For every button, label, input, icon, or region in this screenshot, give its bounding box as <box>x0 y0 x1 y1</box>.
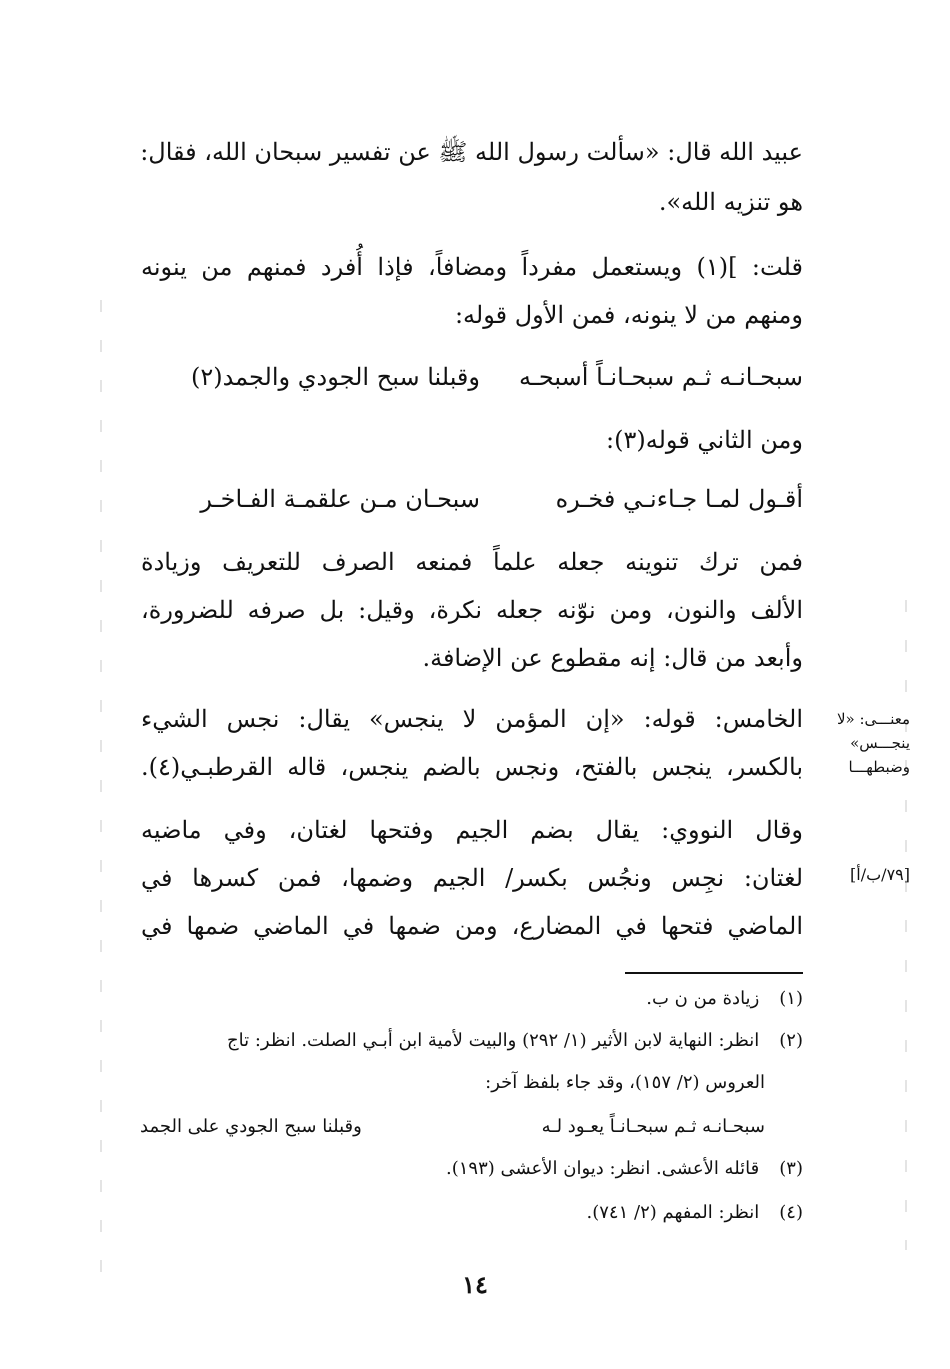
verse-2-second-hemistich: سبحـان مـن علقمـة الفـاخـر <box>200 485 480 513</box>
footnote-2-verse-first-hemistich: سبحـانـه ثـم سبحـانـاً يعـود لـه <box>541 1116 765 1137</box>
verse-1-second-hemistich: وقبلنا سبح الجودي والجمد(٢) <box>190 363 480 391</box>
footnote-separator <box>625 972 803 974</box>
verse-1-first-hemistich: سبحـانـه ثـم سبحـانـاً أسبحـه <box>519 363 803 391</box>
body-line-4: ومنهم من لا ينونه، فمن الأول قوله: <box>454 301 803 329</box>
footnote-3-number: (٣) <box>779 1158 803 1179</box>
footnote-2-number: (٢) <box>779 1030 803 1051</box>
footnote-2 <box>227 1027 803 1055</box>
footnote-4-text: انظر: المفهم (٢/ ٧٤١). <box>586 1202 760 1223</box>
footnote-1-text: زيادة من ن ب. <box>646 988 760 1009</box>
scan-speckle-left <box>100 300 102 1300</box>
body-line-6: فمن ترك تنوينه جعله علماً فمنعه الصرف للتعريف وزيادة <box>141 548 803 576</box>
margin-note-line-1: معنـــى: «لا <box>836 710 910 728</box>
body-line-8: وأبعد من قال: إنه مقطوع عن الإضافة. <box>422 644 803 672</box>
page-number: ١٤ <box>462 1270 488 1299</box>
footnote-1 <box>646 985 803 1013</box>
footnote-4-number: (٤) <box>779 1202 803 1223</box>
body-line-9: الخامس: قوله: «إن المؤمن لا ينجس» يقال: نجس الشيء <box>141 705 803 733</box>
body-line-10: بالكسر، ينجس بالفتح، ونجس بالضم ينجس، قاله القرطبـي(٤). <box>141 753 803 781</box>
body-line-1: عبيد الله قال: «سألت رسول الله ﷺ عن تفسير سبحان الله، فقال: <box>140 138 803 166</box>
body-line-13: الماضي فتحها في المضارع، ومن ضمها في الماضي ضمها في <box>141 912 803 940</box>
footnote-3 <box>446 1155 803 1183</box>
body-line-3: قلت: ](١) ويستعمل مفرداً ومضافاً، فإذا أُفرد فمنهم من ينونه <box>141 253 803 281</box>
scan-speckle-right <box>905 600 907 1250</box>
footnote-1-number: (١) <box>779 988 803 1009</box>
margin-note-line-2: ينجـــس» <box>850 734 910 752</box>
body-line-7: الألف والنون، ومن نوّنه جعله نكرة، وقيل: بل صرفه للضرورة، <box>141 596 803 624</box>
folio-marker: [٧٩/ب/أ] <box>850 865 910 884</box>
footnote-2-continued: العروس (٢/ ١٥٧)، وقد جاء بلفظ آخر: <box>485 1072 765 1093</box>
footnote-2-text-a: انظر: النهاية لابن الأثير (١/ ٢٩٢) والبيت لأمية ابن أبـي الصلت. انظر: تاج <box>226 1030 760 1051</box>
margin-note-line-3: وضبطهـــا <box>848 758 910 776</box>
footnote-3-text: قائله الأعشى. انظر: ديوان الأعشى (١٩٣). <box>445 1158 760 1179</box>
body-line-5: ومن الثاني قوله(٣): <box>606 426 803 454</box>
body-line-12: لغتان: نجِس ونجُس بكسر/ الجيم وضمها، فمن كسرها في <box>141 864 803 892</box>
footnote-4 <box>587 1199 803 1227</box>
footnote-2-verse-second-hemistich: وقبلنا سبح الجودي على الجمد <box>140 1116 362 1137</box>
verse-2-first-hemistich: أقـول لمـا جـاءنـي فخـره <box>555 485 803 513</box>
body-line-2: هو تنزيه الله». <box>658 188 803 216</box>
body-line-11: وقال النووي: يقال بضم الجيم وفتحها لغتان، وفي ماضيه <box>141 816 803 844</box>
